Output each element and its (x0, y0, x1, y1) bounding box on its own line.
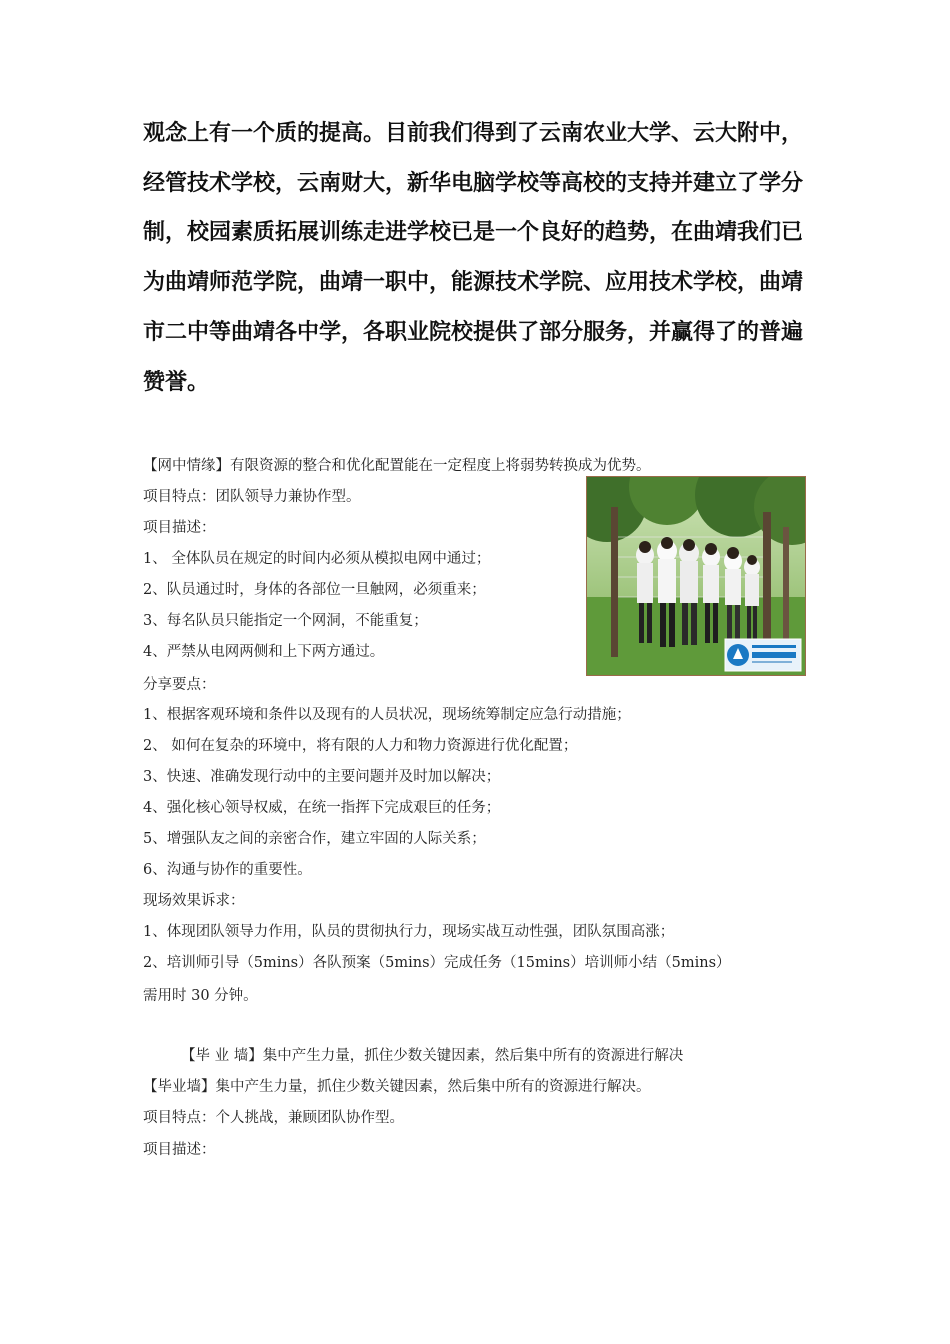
section1-title: 【网中情缘】有限资源的整合和优化配置能在一定程度上将弱势转换成为优势。 (143, 458, 651, 474)
section2-desc-label: 项目描述： (143, 1142, 216, 1158)
section1-desc-item-1: 1、 全体队员在规定的时间内必须从模拟电网中通过； (143, 551, 491, 567)
section2-feature: 项目特点：个人挑战，兼顾团队协作型。 (143, 1110, 404, 1126)
section1-share-item-2: 2、 如何在复杂的环境中，将有限的人力和物力资源进行优化配置； (143, 738, 578, 754)
section1-share-item-3: 3、快速、准确发现行动中的主要问题并及时加以解决； (143, 769, 501, 785)
section1-share-item-4: 4、强化核心领导权威，在统一指挥下完成艰巨的任务； (143, 800, 501, 816)
section1-share-item-6: 6、沟通与协作的重要性。 (143, 862, 312, 878)
intro-line-5: 市二中等曲靖各中学，各职业院校提供了部分服务，并赢得了的普遍 (143, 320, 804, 345)
intro-line-2: 经管技术学校，云南财大，新华电脑学校等高校的支持并建立了学分 (143, 171, 804, 196)
intro-line-1: 观念上有一个质的提高。目前我们得到了云南农业大学、云大附中， (143, 121, 804, 146)
intro-line-4: 为曲靖师范学院，曲靖一职中，能源技术学院、应用技术学校，曲靖 (143, 270, 804, 295)
intro-line-3: 制，校园素质拓展训练走进学校已是一个良好的趋势，在曲靖我们已 (143, 220, 804, 245)
section1-feature: 项目特点：团队领导力兼协作型。 (143, 489, 361, 505)
intro-line-6: 赞誉。 (143, 370, 210, 395)
section1-share-item-5: 5、增强队友之间的亲密合作，建立牢固的人际关系； (143, 831, 486, 847)
section2-title: 【毕业墙】集中产生力量，抓住少数关键因素，然后集中所有的资源进行解决。 (143, 1079, 651, 1095)
section1-desc-item-2: 2、队员通过时，身体的各部位一旦触网，必须重来； (143, 582, 486, 598)
section1-effect-item-3: 需用时 30 分钟。 (143, 988, 258, 1004)
section1-desc-item-4: 4、严禁从电网两侧和上下两方通过。 (143, 644, 385, 660)
section1-effect-item-2: 2、培训师引导（5mins）各队预案（5mins）完成任务（15mins）培训师小结（5mins） (143, 955, 731, 971)
team-training-photo (586, 476, 806, 676)
section2-heading: 【毕 业 墙】集中产生力量，抓住少数关键因素，然后集中所有的资源进行解决 (181, 1048, 684, 1064)
section1-effect-label: 现场效果诉求： (143, 893, 245, 909)
section1-desc-item-3: 3、每名队员只能指定一个网洞，不能重复； (143, 613, 428, 629)
photo-illustration (587, 477, 805, 675)
section1-desc-label: 项目描述： (143, 520, 216, 536)
section1-share-item-1: 1、根据客观环境和条件以及现有的人员状况，现场统筹制定应急行动措施； (143, 707, 631, 723)
section1-effect-item-1: 1、体现团队领导力作用，队员的贯彻执行力，现场实战互动性强，团队氛围高涨； (143, 924, 675, 940)
section1-share-label: 分享要点： (143, 677, 216, 693)
